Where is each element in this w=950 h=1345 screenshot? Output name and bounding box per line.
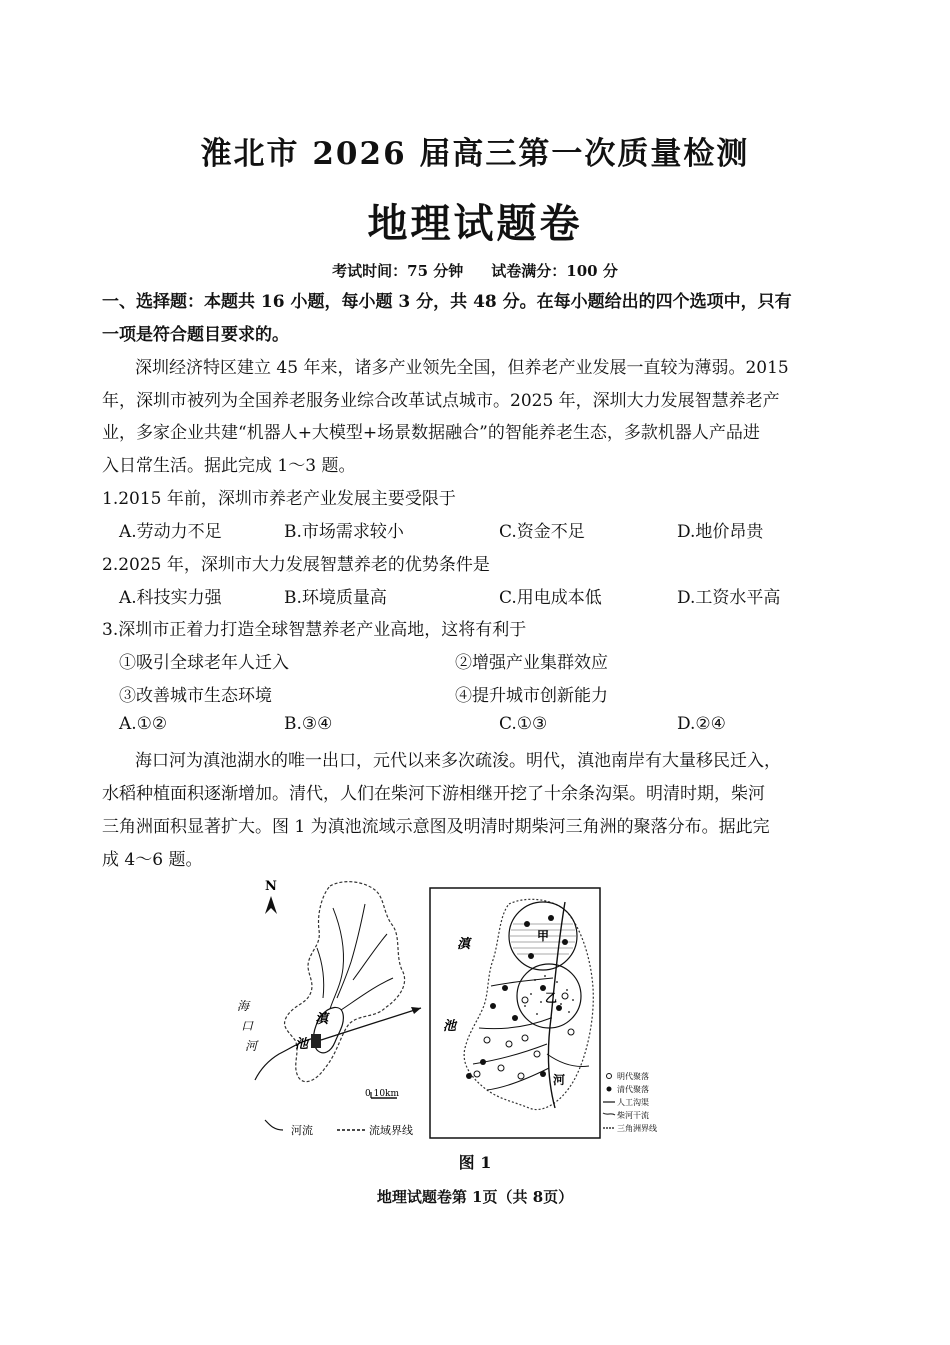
q3-option-b: B.③④ bbox=[284, 714, 333, 734]
legend-delta: 三角洲界线 bbox=[617, 1124, 657, 1133]
passage1-line: 业，多家企业共建“机器人+大模型+场景数据融合”的智能养老生态，多款机器人产品进 bbox=[102, 423, 760, 443]
river bbox=[341, 978, 393, 1010]
study-area-box bbox=[311, 1034, 321, 1048]
scale-label: 0 10km bbox=[365, 1089, 400, 1099]
river bbox=[329, 908, 344, 1012]
q3-option-a: A.①② bbox=[119, 714, 168, 734]
page-footer: 地理试题卷第 1页（共 8页） bbox=[376, 1188, 574, 1206]
legend-boundary: 流域界线 bbox=[369, 1124, 413, 1137]
q3-option-c: C.①③ bbox=[499, 714, 548, 734]
exam-title: 淮北市 2026 届高三第一次质量检测 bbox=[200, 136, 750, 172]
legend-ming: 明代聚落 bbox=[617, 1072, 649, 1081]
section-instruction-line1: 一、选择题：本题共 16 小题，每小题 3 分，共 48 分。在每小题给出的四个选项中，只有 bbox=[102, 292, 792, 312]
exam-time: 考试时间：75 分钟 bbox=[332, 262, 464, 280]
inset-lake-label: 池 bbox=[443, 1019, 457, 1034]
river bbox=[353, 934, 387, 980]
legend-river: 河流 bbox=[291, 1124, 313, 1137]
q3-item-4: ④提升城市创新能力 bbox=[455, 686, 608, 706]
legend-main-channel: 柴河干流 bbox=[617, 1111, 649, 1120]
q1-option-c: C.资金不足 bbox=[499, 522, 585, 542]
legend-qing: 清代聚落 bbox=[617, 1085, 649, 1094]
main-channel-legend-icon bbox=[603, 1113, 615, 1115]
yi-label: 乙 bbox=[545, 991, 558, 1005]
legend-canal: 人工沟渠 bbox=[617, 1098, 649, 1107]
q3-item-1: ①吸引全球老年人迁入 bbox=[119, 653, 289, 673]
river-label: 河 bbox=[553, 1073, 566, 1087]
passage1-line: 入日常生活。据此完成 1～3 题。 bbox=[102, 456, 356, 476]
q1-option-d: D.地价昂贵 bbox=[677, 522, 764, 542]
arrow-head-icon bbox=[411, 1007, 421, 1014]
lake-label: 池 bbox=[295, 1037, 309, 1052]
q3-item-3: ③改善城市生态环境 bbox=[119, 686, 272, 706]
inset-lake-label: 滇 bbox=[457, 937, 471, 952]
q3-item-2: ②增强产业集群效应 bbox=[455, 653, 608, 673]
figure-1-map bbox=[225, 868, 685, 1148]
exam-score: 试卷满分：100 分 bbox=[491, 262, 618, 280]
passage1-line: 深圳经济特区建立 45 年来，诸多产业领先全国，但养老产业发展一直较为薄弱。2015 bbox=[135, 358, 789, 378]
q1-option-b: B.市场需求较小 bbox=[284, 522, 404, 542]
passage2-line: 成 4～6 题。 bbox=[102, 850, 203, 870]
river bbox=[317, 948, 324, 998]
north-label: N bbox=[265, 879, 277, 894]
q1-option-a: A.劳动力不足 bbox=[119, 522, 222, 542]
exam-meta bbox=[0, 260, 950, 281]
section-instruction-line2: 一项是符合题目要求的。 bbox=[102, 325, 289, 345]
outlet-label: 海 bbox=[237, 999, 250, 1013]
jia-label: 甲 bbox=[537, 929, 550, 943]
river bbox=[337, 904, 365, 998]
q2-option-b: B.环境质量高 bbox=[284, 588, 387, 608]
qing-legend-icon bbox=[607, 1087, 612, 1092]
outlet-label: 河 bbox=[245, 1039, 258, 1053]
lake-label: 滇 bbox=[315, 1012, 329, 1027]
question-3-stem: 3.深圳市正着力打造全球智慧养老产业高地，这将有利于 bbox=[102, 620, 527, 640]
passage2-line: 三角洲面积显著扩大。图 1 为滇池流域示意图及明清时期柴河三角洲的聚落分布。据此完 bbox=[102, 817, 770, 837]
subject-title: 地理试题卷 bbox=[367, 200, 583, 247]
q2-option-d: D.工资水平高 bbox=[677, 588, 781, 608]
q2-option-a: A.科技实力强 bbox=[119, 588, 222, 608]
passage2-line: 海口河为滇池湖水的唯一出口，元代以来多次疏浚。明代，滇池南岸有大量移民迁入， bbox=[135, 751, 781, 771]
question-2-stem: 2.2025 年，深圳市大力发展智慧养老的优势条件是 bbox=[102, 555, 490, 575]
ming-legend-icon bbox=[607, 1074, 612, 1079]
q3-option-d: D.②④ bbox=[677, 714, 726, 734]
q2-option-c: C.用电成本低 bbox=[499, 588, 602, 608]
question-1-stem: 1.2015 年前，深圳市养老产业发展主要受限于 bbox=[102, 489, 456, 509]
north-arrow-icon bbox=[265, 896, 277, 914]
passage2-line: 水稻种植面积逐渐增加。清代，人们在柴河下游相继开挖了十余条沟渠。明清时期，柴河 bbox=[102, 784, 765, 804]
passage1-line: 年，深圳市被列为全国养老服务业综合改革试点城市。2025 年，深圳大力发展智慧养老产 bbox=[102, 391, 780, 411]
outlet-label: 口 bbox=[241, 1019, 254, 1033]
figure-caption: 图 1 bbox=[458, 1153, 492, 1172]
river-legend-icon bbox=[265, 1120, 283, 1130]
inset-frame bbox=[430, 888, 600, 1138]
